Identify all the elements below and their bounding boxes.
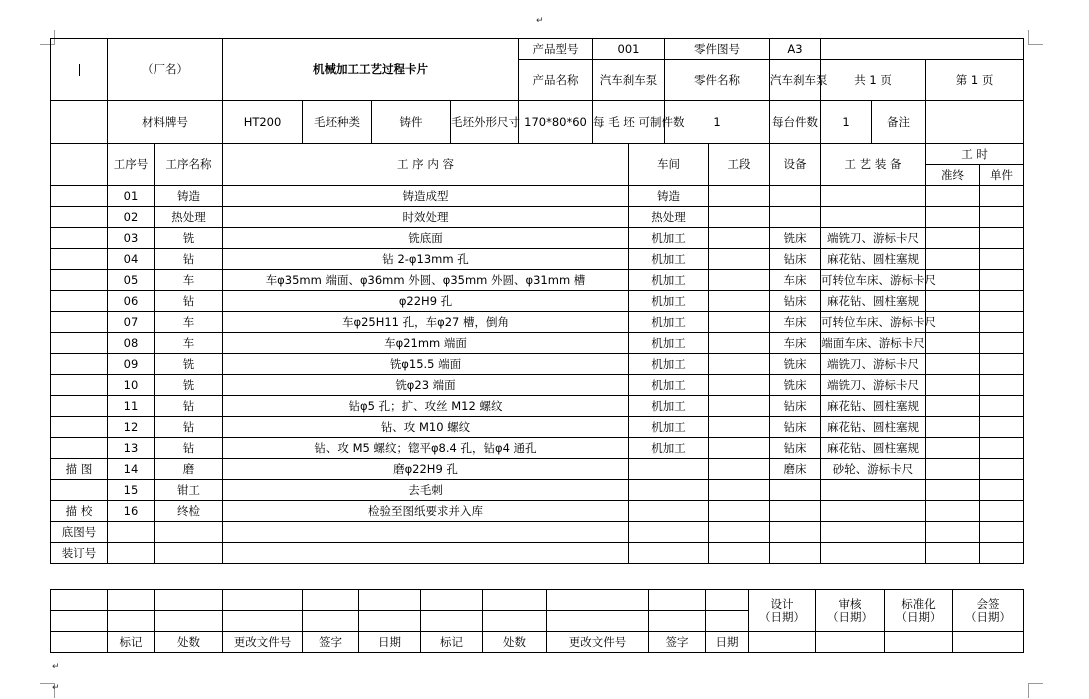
op-section[interactable] <box>709 333 770 354</box>
op-prep-hours[interactable] <box>926 438 980 459</box>
op-tooling[interactable]: 端铣刀、游标卡尺 <box>821 354 926 375</box>
op-tooling[interactable] <box>821 186 926 207</box>
signoff-cell[interactable] <box>303 611 359 632</box>
op-name: 钻 <box>155 291 223 312</box>
operation-row <box>51 438 1024 459</box>
signoff-cell[interactable] <box>816 632 885 653</box>
factory-name: （厂名） <box>108 39 223 101</box>
signoff-cell[interactable] <box>223 590 303 611</box>
op-workshop[interactable]: 机加工 <box>629 354 709 375</box>
op-content: 时效处理 <box>223 207 629 228</box>
operation-row <box>51 522 1024 543</box>
op-unit-hours[interactable] <box>980 354 1024 375</box>
op-equipment[interactable]: 钻床 <box>770 417 821 438</box>
review-label: 审核 <box>838 596 862 611</box>
parts-per-blank-label: 每 毛 坯 可制件数 <box>593 101 665 144</box>
header-blank-cell[interactable] <box>51 39 108 101</box>
op-workshop[interactable] <box>629 501 709 522</box>
day-label: 日期 <box>359 632 421 653</box>
op-prep-hours[interactable] <box>926 396 980 417</box>
col-content: 工 序 内 容 <box>223 144 629 186</box>
op-content: 去毛刺 <box>223 480 629 501</box>
standardize-signoff[interactable] <box>885 590 953 632</box>
op-number: 11 <box>108 396 155 417</box>
op-unit-hours[interactable] <box>980 312 1024 333</box>
op-equipment[interactable]: 钻床 <box>770 291 821 312</box>
col-section: 工段 <box>709 144 770 186</box>
op-tooling[interactable]: 砂轮、游标卡尺 <box>821 459 926 480</box>
part-drawing-label: 零件图号 <box>665 39 770 60</box>
date-label: （日期） <box>965 609 1011 624</box>
op-tooling[interactable]: 端面车床、游标卡尺 <box>821 333 926 354</box>
op-prep-hours[interactable] <box>926 291 980 312</box>
remark-label: 备注 <box>872 101 926 144</box>
design-signoff[interactable] <box>749 590 816 632</box>
op-number: 01 <box>108 186 155 207</box>
op-equipment[interactable]: 铣床 <box>770 354 821 375</box>
op-number: 05 <box>108 270 155 291</box>
card-title: 机械加工工艺过程卡片 <box>223 39 519 101</box>
signoff-cell[interactable] <box>706 611 749 632</box>
side-label: 底图号 <box>51 522 108 543</box>
op-workshop[interactable]: 机加工 <box>629 228 709 249</box>
side-label: 描 图 <box>51 459 108 480</box>
op-name: 热处理 <box>155 207 223 228</box>
op-equipment[interactable]: 钻床 <box>770 396 821 417</box>
op-name: 铸造 <box>155 186 223 207</box>
op-unit-hours[interactable] <box>980 522 1024 543</box>
op-section[interactable] <box>709 270 770 291</box>
side-cell[interactable] <box>51 354 108 375</box>
operation-row <box>51 249 1024 270</box>
op-tooling[interactable]: 麻花钻、圆柱塞规 <box>821 438 926 459</box>
op-number: 02 <box>108 207 155 228</box>
op-content: 钻 2-φ13mm 孔 <box>223 249 629 270</box>
op-tooling[interactable]: 麻花钻、圆柱塞规 <box>821 291 926 312</box>
op-equipment[interactable]: 车床 <box>770 312 821 333</box>
op-prep-hours[interactable] <box>926 480 980 501</box>
op-section[interactable] <box>709 522 770 543</box>
signoff-cell[interactable] <box>953 632 1024 653</box>
op-content: φ22H9 孔 <box>223 291 629 312</box>
op-equipment[interactable]: 车床 <box>770 270 821 291</box>
signoff-side-cell[interactable] <box>51 632 108 653</box>
op-unit-hours[interactable] <box>980 480 1024 501</box>
op-prep-hours[interactable] <box>926 228 980 249</box>
op-name: 钳工 <box>155 480 223 501</box>
op-number: 16 <box>108 501 155 522</box>
op-section[interactable] <box>709 396 770 417</box>
op-workshop[interactable]: 机加工 <box>629 375 709 396</box>
day-label: 日期 <box>706 632 749 653</box>
side-cell[interactable] <box>51 207 108 228</box>
review-signoff[interactable] <box>816 590 885 632</box>
op-workshop[interactable] <box>629 459 709 480</box>
op-number[interactable] <box>108 522 155 543</box>
side-cell[interactable] <box>51 249 108 270</box>
op-equipment[interactable]: 磨床 <box>770 459 821 480</box>
side-cell[interactable] <box>51 333 108 354</box>
text-cursor <box>79 64 80 76</box>
op-unit-hours[interactable] <box>980 375 1024 396</box>
op-tooling[interactable] <box>821 207 926 228</box>
side-cell[interactable] <box>51 291 108 312</box>
op-number: 15 <box>108 480 155 501</box>
design-label: 设计 <box>770 596 794 611</box>
op-section[interactable] <box>709 312 770 333</box>
op-name: 铣 <box>155 354 223 375</box>
part-name-label: 零件名称 <box>665 60 770 101</box>
signoff-side-cell[interactable] <box>51 611 108 632</box>
operation-row <box>51 480 1024 501</box>
signoff-cell[interactable] <box>303 590 359 611</box>
countersign-signoff[interactable] <box>953 590 1024 632</box>
op-workshop[interactable]: 机加工 <box>629 312 709 333</box>
op-workshop[interactable]: 机加工 <box>629 417 709 438</box>
blank-type-value[interactable]: 铸件 <box>372 101 451 144</box>
op-number: 08 <box>108 333 155 354</box>
side-cell[interactable] <box>51 480 108 501</box>
op-workshop[interactable]: 机加工 <box>629 438 709 459</box>
col-op-name: 工序名称 <box>155 144 223 186</box>
op-name: 钻 <box>155 438 223 459</box>
side-label: 描 校 <box>51 501 108 522</box>
op-unit-hours[interactable] <box>980 459 1024 480</box>
op-content: 钻φ5 孔；扩、攻丝 M12 螺纹 <box>223 396 629 417</box>
op-number: 07 <box>108 312 155 333</box>
op-section[interactable] <box>709 375 770 396</box>
op-prep-hours[interactable] <box>926 354 980 375</box>
product-model-value[interactable]: 001 <box>593 39 665 60</box>
signoff-cell[interactable] <box>547 611 649 632</box>
op-content[interactable] <box>223 543 629 564</box>
op-name[interactable] <box>155 543 223 564</box>
op-name: 磨 <box>155 459 223 480</box>
op-prep-hours[interactable] <box>926 417 980 438</box>
side-cell[interactable] <box>51 312 108 333</box>
blank-type-label: 毛坯种类 <box>303 101 372 144</box>
remark-value[interactable] <box>926 101 1024 144</box>
col-op-no: 工序号 <box>108 144 155 186</box>
change-doc-label: 更改文件号 <box>547 632 649 653</box>
material-grade-value[interactable]: HT200 <box>223 101 303 144</box>
op-section[interactable] <box>709 291 770 312</box>
op-content: 铣φ15.5 端面 <box>223 354 629 375</box>
op-tooling[interactable] <box>821 501 926 522</box>
op-name: 钻 <box>155 396 223 417</box>
signoff-cell[interactable] <box>155 611 223 632</box>
op-tooling[interactable]: 可转位车床、游标卡尺 <box>821 270 926 291</box>
op-unit-hours[interactable] <box>980 438 1024 459</box>
op-content: 车φ25H11 孔，车φ27 槽，倒角 <box>223 312 629 333</box>
signoff-cell[interactable] <box>649 611 706 632</box>
part-name-value[interactable]: 汽车刹车泵 <box>770 60 821 101</box>
op-section[interactable] <box>709 501 770 522</box>
operation-row <box>51 543 1024 564</box>
op-number: 04 <box>108 249 155 270</box>
op-prep-hours[interactable] <box>926 249 980 270</box>
operation-row <box>51 186 1024 207</box>
col-tooling: 工 艺 装 备 <box>821 144 926 186</box>
op-tooling[interactable] <box>821 522 926 543</box>
signoff-cell[interactable] <box>223 611 303 632</box>
op-prep-hours[interactable] <box>926 459 980 480</box>
op-name: 钻 <box>155 417 223 438</box>
parts-per-blank-value[interactable]: 1 <box>665 101 770 144</box>
material-blank-cell[interactable] <box>51 101 108 144</box>
op-name: 车 <box>155 312 223 333</box>
paragraph-mark: ↵ <box>52 662 60 672</box>
sign-label: 签字 <box>649 632 706 653</box>
op-unit-hours[interactable] <box>980 501 1024 522</box>
col-unit: 单件 <box>980 165 1024 186</box>
op-name: 终检 <box>155 501 223 522</box>
mark-label: 标记 <box>108 632 155 653</box>
side-cell[interactable] <box>51 186 108 207</box>
op-workshop[interactable] <box>629 480 709 501</box>
operation-row <box>51 375 1024 396</box>
side-cell[interactable] <box>51 270 108 291</box>
op-unit-hours[interactable] <box>980 186 1024 207</box>
date-label: （日期） <box>759 609 805 624</box>
op-unit-hours[interactable] <box>980 207 1024 228</box>
operation-row <box>51 396 1024 417</box>
op-number[interactable] <box>108 543 155 564</box>
operation-row <box>51 333 1024 354</box>
op-equipment[interactable] <box>770 207 821 228</box>
per-unit-label: 每台件数 <box>770 101 821 144</box>
op-unit-hours[interactable] <box>980 543 1024 564</box>
change-doc-label: 更改文件号 <box>223 632 303 653</box>
op-content: 检验至图纸要求并入库 <box>223 501 629 522</box>
op-equipment[interactable] <box>770 480 821 501</box>
op-number: 06 <box>108 291 155 312</box>
total-pages: 共 1 页 <box>821 60 926 101</box>
date-label: （日期） <box>895 609 942 624</box>
op-content: 钻、攻 M5 螺纹；锪平φ8.4 孔，钻φ4 通孔 <box>223 438 629 459</box>
op-equipment[interactable] <box>770 501 821 522</box>
op-name: 铣 <box>155 228 223 249</box>
op-unit-hours[interactable] <box>980 417 1024 438</box>
signoff-cell[interactable] <box>155 590 223 611</box>
page-corner-mark <box>1028 683 1043 698</box>
op-section[interactable] <box>709 543 770 564</box>
side-cell[interactable] <box>51 228 108 249</box>
signoff-cell[interactable] <box>706 590 749 611</box>
op-content: 钻、攻 M10 螺纹 <box>223 417 629 438</box>
operations-body <box>51 186 1024 564</box>
signoff-cell[interactable] <box>749 632 816 653</box>
signoff-cell[interactable] <box>483 611 547 632</box>
op-tooling[interactable]: 麻花钻、圆柱塞规 <box>821 249 926 270</box>
paragraph-mark: ↵ <box>536 16 544 26</box>
op-section[interactable] <box>709 207 770 228</box>
op-workshop[interactable]: 机加工 <box>629 270 709 291</box>
op-section[interactable] <box>709 228 770 249</box>
operation-row <box>51 417 1024 438</box>
signoff-cell[interactable] <box>359 611 421 632</box>
op-unit-hours[interactable] <box>980 291 1024 312</box>
op-content: 车φ21mm 端面 <box>223 333 629 354</box>
op-equipment[interactable]: 车床 <box>770 333 821 354</box>
count-label: 处数 <box>483 632 547 653</box>
op-number: 13 <box>108 438 155 459</box>
signoff-cell[interactable] <box>421 611 483 632</box>
standardize-label: 标准化 <box>901 596 936 611</box>
op-content: 车φ35mm 端面、φ36mm 外圆、φ35mm 外圆、φ31mm 槽 <box>223 270 629 291</box>
op-unit-hours[interactable] <box>980 249 1024 270</box>
side-cell[interactable] <box>51 438 108 459</box>
operation-row <box>51 459 1024 480</box>
op-workshop[interactable]: 机加工 <box>629 249 709 270</box>
op-content: 铸造成型 <box>223 186 629 207</box>
op-prep-hours[interactable] <box>926 333 980 354</box>
side-cell[interactable] <box>51 396 108 417</box>
count-label: 处数 <box>155 632 223 653</box>
op-equipment[interactable] <box>770 186 821 207</box>
paragraph-mark: ↵ <box>52 683 60 693</box>
mark-label: 标记 <box>421 632 483 653</box>
op-unit-hours[interactable] <box>980 333 1024 354</box>
op-tooling[interactable] <box>821 543 926 564</box>
op-name[interactable] <box>155 522 223 543</box>
col-hours: 工 时 <box>926 144 1024 165</box>
countersign-label: 会签 <box>976 596 1000 611</box>
signoff-side-cell[interactable] <box>51 590 108 611</box>
operation-row <box>51 354 1024 375</box>
op-section[interactable] <box>709 354 770 375</box>
op-number: 14 <box>108 459 155 480</box>
blank-size-value[interactable]: 170*80*60 <box>519 101 593 144</box>
op-name: 铣 <box>155 375 223 396</box>
page-corner-mark <box>1028 30 1043 45</box>
process-card-table <box>50 38 1024 564</box>
op-tooling[interactable]: 麻花钻、圆柱塞规 <box>821 396 926 417</box>
op-name: 车 <box>155 333 223 354</box>
signoff-table <box>50 589 1024 653</box>
signoff-cell[interactable] <box>885 632 953 653</box>
op-prep-hours[interactable] <box>926 543 980 564</box>
op-content: 铣底面 <box>223 228 629 249</box>
op-prep-hours[interactable] <box>926 186 980 207</box>
op-unit-hours[interactable] <box>980 228 1024 249</box>
sign-label: 签字 <box>303 632 359 653</box>
op-workshop[interactable] <box>629 522 709 543</box>
page-number: 第 1 页 <box>926 60 1024 101</box>
col-equipment: 设备 <box>770 144 821 186</box>
side-column-header <box>51 144 108 186</box>
signoff-cell[interactable] <box>108 611 155 632</box>
op-equipment[interactable]: 铣床 <box>770 228 821 249</box>
op-equipment[interactable] <box>770 543 821 564</box>
op-section[interactable] <box>709 417 770 438</box>
operation-row <box>51 501 1024 522</box>
op-workshop[interactable]: 机加工 <box>629 291 709 312</box>
product-name-label: 产品名称 <box>519 60 593 101</box>
signoff-cell[interactable] <box>483 590 547 611</box>
op-tooling[interactable] <box>821 480 926 501</box>
op-tooling[interactable]: 端铣刀、游标卡尺 <box>821 375 926 396</box>
op-tooling[interactable]: 麻花钻、圆柱塞规 <box>821 417 926 438</box>
op-content[interactable] <box>223 522 629 543</box>
operation-row <box>51 228 1024 249</box>
operation-row <box>51 291 1024 312</box>
op-workshop[interactable]: 机加工 <box>629 396 709 417</box>
op-section[interactable] <box>709 249 770 270</box>
op-number: 12 <box>108 417 155 438</box>
signoff-cell[interactable] <box>108 590 155 611</box>
op-unit-hours[interactable] <box>980 396 1024 417</box>
op-tooling[interactable]: 端铣刀、游标卡尺 <box>821 228 926 249</box>
signoff-cell[interactable] <box>359 590 421 611</box>
op-content: 铣φ23 端面 <box>223 375 629 396</box>
op-prep-hours[interactable] <box>926 375 980 396</box>
op-workshop[interactable]: 机加工 <box>629 333 709 354</box>
product-name-value[interactable]: 汽车刹车泵 <box>593 60 665 101</box>
side-label: 装订号 <box>51 543 108 564</box>
op-unit-hours[interactable] <box>980 270 1024 291</box>
header-empty-cell[interactable] <box>821 39 1024 60</box>
op-workshop[interactable] <box>629 543 709 564</box>
operation-row <box>51 312 1024 333</box>
op-workshop[interactable]: 铸造 <box>629 186 709 207</box>
signoff-cell[interactable] <box>421 590 483 611</box>
op-equipment[interactable]: 铣床 <box>770 375 821 396</box>
product-model-label: 产品型号 <box>519 39 593 60</box>
op-section[interactable] <box>709 186 770 207</box>
op-number: 09 <box>108 354 155 375</box>
signoff-cell[interactable] <box>649 590 706 611</box>
operation-row <box>51 207 1024 228</box>
op-section[interactable] <box>709 480 770 501</box>
blank-size-label: 毛坯外形尺寸 <box>451 101 519 144</box>
signoff-cell[interactable] <box>547 590 649 611</box>
op-tooling[interactable]: 可转位车床、游标卡尺 <box>821 312 926 333</box>
op-number: 03 <box>108 228 155 249</box>
op-name: 车 <box>155 270 223 291</box>
op-workshop[interactable]: 热处理 <box>629 207 709 228</box>
op-prep-hours[interactable] <box>926 207 980 228</box>
op-prep-hours[interactable] <box>926 522 980 543</box>
material-grade-label: 材料牌号 <box>108 101 223 144</box>
per-unit-value[interactable]: 1 <box>821 101 872 144</box>
side-cell[interactable] <box>51 375 108 396</box>
op-equipment[interactable] <box>770 522 821 543</box>
op-content: 磨φ22H9 孔 <box>223 459 629 480</box>
op-equipment[interactable]: 钻床 <box>770 438 821 459</box>
date-label: （日期） <box>827 609 873 624</box>
op-prep-hours[interactable] <box>926 501 980 522</box>
part-drawing-value[interactable]: A3 <box>770 39 821 60</box>
op-number: 10 <box>108 375 155 396</box>
op-section[interactable] <box>709 459 770 480</box>
op-equipment[interactable]: 钻床 <box>770 249 821 270</box>
op-name: 钻 <box>155 249 223 270</box>
op-section[interactable] <box>709 438 770 459</box>
operation-row <box>51 270 1024 291</box>
col-prep: 准终 <box>926 165 980 186</box>
col-workshop: 车间 <box>629 144 709 186</box>
side-cell[interactable] <box>51 417 108 438</box>
